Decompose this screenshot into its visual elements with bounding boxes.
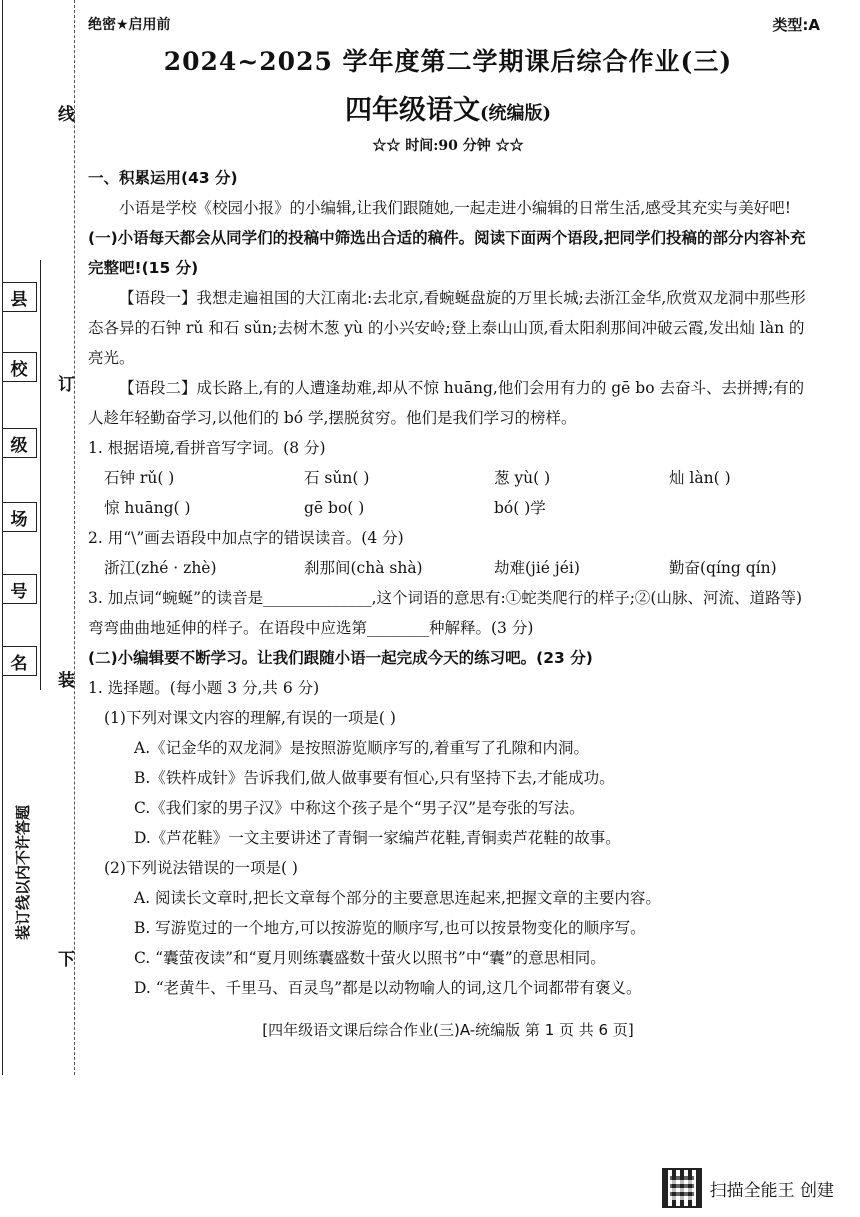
part-heading: 一、积累运用(43 分) — [88, 169, 238, 187]
choice-option[interactable]: D.《芦花鞋》一文主要讲述了青铜一家编芦花鞋,青铜卖芦花鞋的故事。 — [134, 829, 621, 847]
pinyin-blank[interactable]: 灿 làn( ) — [669, 469, 731, 487]
field-exam-room: 场 — [2, 502, 37, 532]
passage-2: 【语段二】成长路上,有的人遭逢劫难,却从不惊 huāng,他们会用有力的 gē bo 去奋斗、去拼搏;有的人趁年轻勤奋学习,以他们的 bó 学,摆脱贫穷。他们是我们学习的榜样。 — [88, 379, 805, 427]
choice-question-1: (1)下列对课文内容的理解,有误的一项是( ) — [104, 709, 396, 727]
qr-code-icon — [662, 1168, 702, 1208]
confidential-label: 绝密★启用前 — [88, 17, 171, 33]
exam-page — [88, 14, 808, 1040]
pinyin-row-2 — [88, 493, 808, 523]
question-1: 1. 根据语境,看拼音写字词。(8 分) — [88, 439, 326, 457]
scanner-label: 扫描全能王 创建 — [709, 1180, 834, 1201]
binding-word: 装 — [58, 671, 75, 691]
choice-option[interactable]: B.《铁杵成针》告诉我们,做人做事要有恒心,只有坚持下去,才能成功。 — [134, 769, 615, 787]
pronunciation-item[interactable]: 刹那间(chà shà) — [304, 559, 423, 577]
pronunciation-item[interactable]: 浙江(zhé · zhè) — [104, 559, 217, 577]
pinyin-blank[interactable]: gē bo( ) — [304, 499, 365, 517]
intro-text: 小语是学校《校园小报》的小编辑,让我们跟随她,一起走进小编辑的日常生活,感受其充实与美好吧! — [119, 199, 792, 217]
pinyin-blank[interactable]: 惊 huāng( ) — [104, 499, 191, 517]
choice-option[interactable]: D. “老黄牛、千里马、百灵鸟”都是以动物喻人的词,这几个词都带有褒义。 — [134, 979, 642, 997]
pinyin-row-1 — [88, 463, 808, 493]
pronunciation-item[interactable]: 勤奋(qíng qín) — [669, 559, 777, 577]
binding-margin — [0, 0, 80, 1100]
binding-word: 订 — [58, 375, 75, 395]
pinyin-blank[interactable]: 葱 yù( ) — [494, 469, 551, 487]
paper-type-stamp: 类型:A — [772, 16, 820, 34]
section-heading-1: (一)小语每天都会从同学们的投稿中筛选出合适的稿件。阅读下面两个语段,把同学们投稿的部分内容补充完整吧!(15 分) — [88, 229, 806, 277]
choice-heading: 1. 选择题。(每小题 3 分,共 6 分) — [88, 679, 320, 697]
edition: (统编版) — [479, 103, 552, 124]
subject-title — [88, 88, 808, 127]
passage-1: 【语段一】我想走遍祖国的大江南北:去北京,看蜿蜒盘旋的万里长城;去浙江金华,欣赏双龙洞中那些形态各异的石钟 rǔ 和石 sǔn;去树木葱 yù 的小兴安岭;登上泰山山顶,看太阳刹那间冲破云霞,发出灿 làn 的亮光。 — [88, 289, 806, 367]
pinyin-blank[interactable]: 石 sǔn( ) — [304, 469, 370, 487]
field-school: 校 — [2, 352, 37, 382]
binding-word: 下 — [58, 950, 75, 970]
choice-option[interactable]: A. 阅读长文章时,把长文章每个部分的主要意思连起来,把握文章的主要内容。 — [134, 889, 661, 907]
subject-name: 四年级语文 — [344, 95, 480, 126]
field-county: 县 — [2, 282, 37, 312]
binding-notice: 装订线以内不许答题 — [14, 804, 32, 940]
choice-option[interactable]: A.《记金华的双龙洞》是按照游览顺序写的,着重写了孔隙和内洞。 — [134, 739, 590, 757]
choice-option[interactable]: C.《我们家的男子汉》中称这个孩子是个“男子汉”是夸张的写法。 — [134, 799, 585, 817]
scanner-watermark — [662, 1168, 834, 1208]
question-3: 3. 加点词“蜿蜒”的读音是______________,这个词语的意思有:①蛇类爬行的样子;②(山脉、河流、道路等)弯弯曲曲地延伸的样子。在语段中应选第________种解释。(3 分) — [88, 589, 803, 637]
pinyin-blank[interactable]: 石钟 rǔ( ) — [104, 469, 175, 487]
binding-word: 线 — [58, 105, 75, 125]
choice-option[interactable]: B. 写游览过的一个地方,可以按游览的顺序写,也可以按景物变化的顺序写。 — [134, 919, 646, 937]
field-name: 名 — [2, 646, 37, 676]
time-limit: ☆☆ 时间:90 分钟 ☆☆ — [372, 138, 524, 154]
choice-question-2: (2)下列说法错误的一项是( ) — [104, 859, 298, 877]
page-footer: [四年级语文课后综合作业(三)A-统编版 第 1 页 共 6 页] — [262, 1021, 634, 1039]
pronunciation-item[interactable]: 劫难(jié jéi) — [494, 559, 580, 577]
pinyin-blank[interactable]: bó( )学 — [494, 499, 546, 517]
field-grade: 级 — [2, 428, 37, 458]
pronunciation-row — [88, 553, 808, 583]
cut-line — [74, 0, 75, 1075]
margin-line-inner — [40, 260, 41, 690]
choice-option[interactable]: C. “囊萤夜读”和“夏月则练囊盛数十萤火以照书”中“囊”的意思相同。 — [134, 949, 606, 967]
margin-line-outer — [2, 0, 3, 1075]
exam-title: 2024~2025 学年度第二学期课后综合作业(三) — [163, 47, 733, 76]
section-heading-2: (二)小编辑要不断学习。让我们跟随小语一起完成今天的练习吧。(23 分) — [88, 649, 593, 667]
field-number: 号 — [2, 574, 37, 604]
question-2: 2. 用“\”画去语段中加点字的错误读音。(4 分) — [88, 529, 404, 547]
